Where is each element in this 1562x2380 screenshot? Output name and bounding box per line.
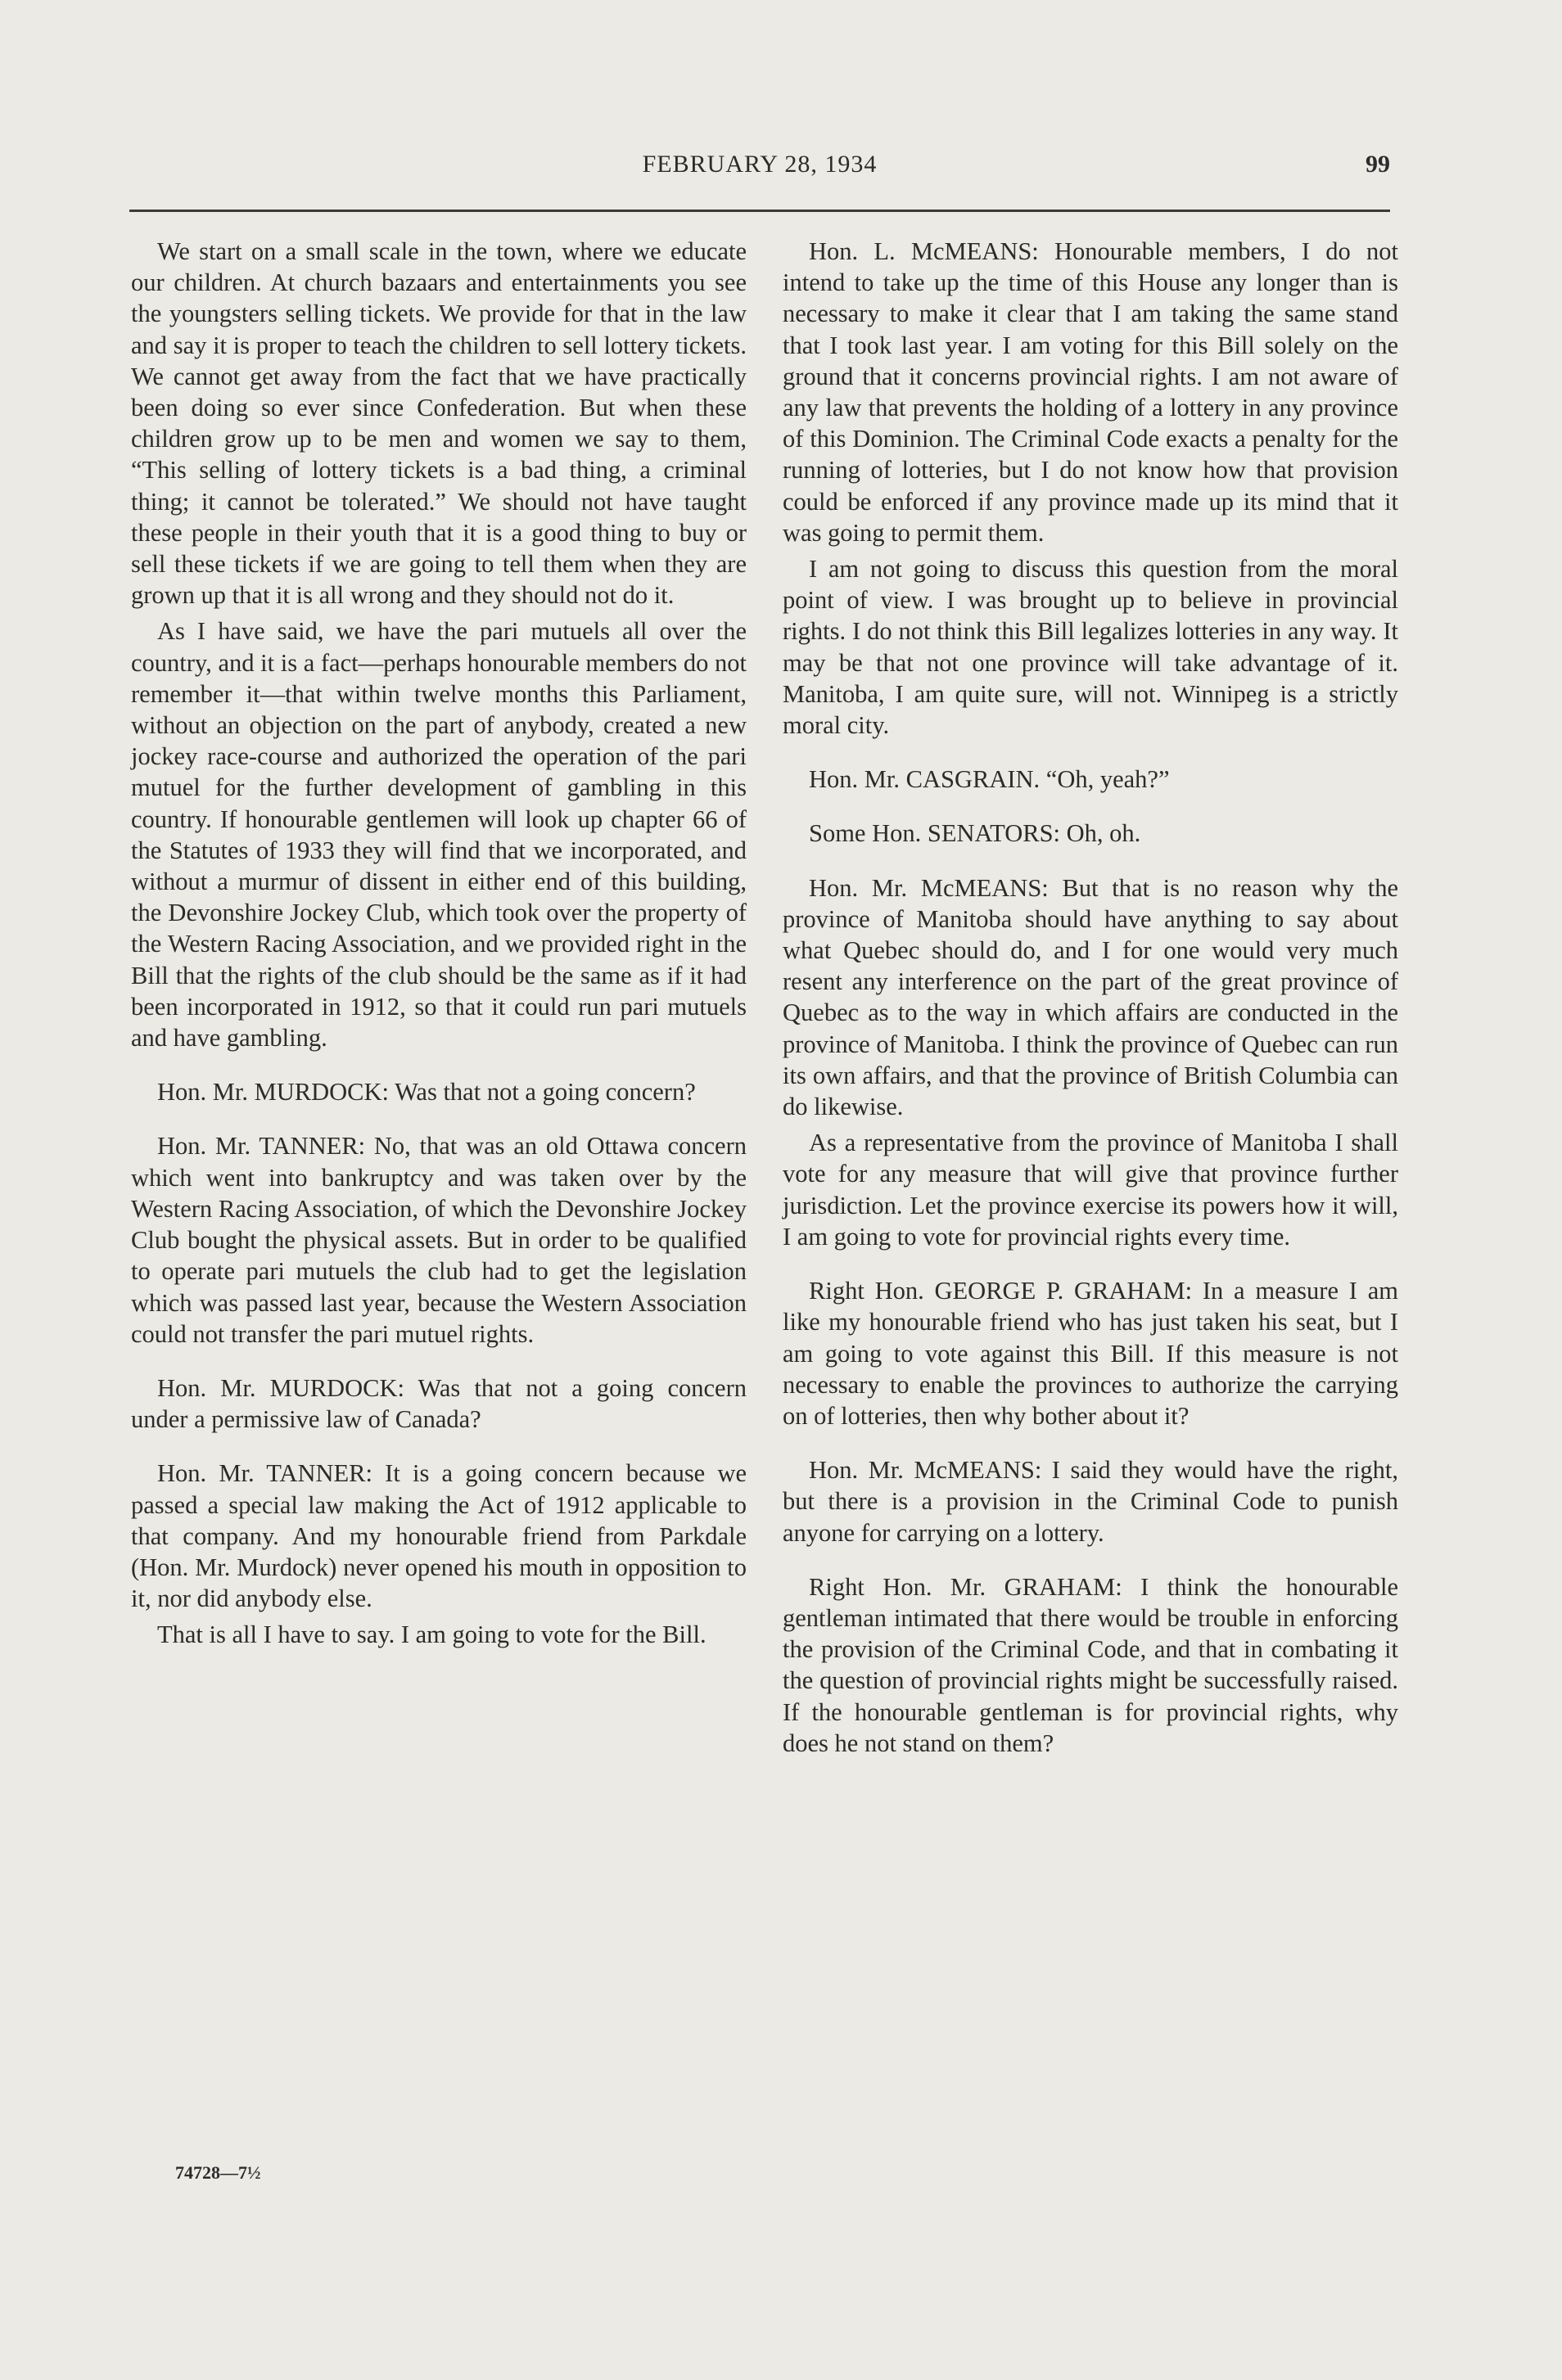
header-rule — [129, 210, 1390, 212]
paragraph: Hon. Mr. McMEANS: But that is no reason why the province of Manitoba should have anything to say about what Quebec should do, and I for one would very much resent any interference on the part of the great province of Quebec as to the way in which affairs are conducted in the province of Manitoba. I think the province of Quebec can run its own affairs, and that the province of British Columbia can do likewise. — [783, 873, 1398, 1121]
paragraph: As I have said, we have the pari mutuels all over the country, and it is a fact—perhaps honourable members do not remember it—that within twelve months this Parliament, without an objection on the part of anybody, created a new jockey race-course and authorized the operation of the pari mutuel for the further development of gambling in this country. If honourable gentlemen will look up chapter 66 of the Statutes of 1933 they will find that we incorporated, and without a murmur of dissent in either end of this building, the Devonshire Jockey Club, which took over the property of the Western Racing Association, and we provided right in the Bill that the rights of the club should be the same as if it had been incorporated in 1912, so that it could run pari mutuels and have gambling. — [131, 617, 747, 1053]
paragraph: Hon. Mr. MURDOCK: Was that not a going concern under a permissive law of Canada? — [131, 1373, 747, 1434]
paragraph: Some Hon. SENATORS: Oh, oh. — [809, 819, 1141, 848]
paragraph: We start on a small scale in the town, where we educate our children. At church bazaars and entertainments you see the youngsters selling tickets. We provide for that in the law and say it is proper to teach the children to sell lottery tickets. We cannot get away from the fact that we have practically been doing so ever since Confederation. But when these children grow up to be men and women we say to them, “This selling of lottery tickets is a bad thing, a criminal thing; it cannot be tolerated.” We should not have taught these people in their youth that it is a good thing to buy or sell these tickets if we are going to tell them when they are grown up that it is all wrong and they should not do it. — [131, 237, 747, 610]
page-header — [129, 151, 1390, 192]
paragraph: Hon. Mr. CASGRAIN. “Oh, yeah?” — [809, 765, 1170, 794]
paragraph: Hon. Mr. TANNER: It is a going concern because we passed a special law making the Act of 1912 applicable to that company. And my honourable friend from Parkdale (Hon. Mr. Murdock) never opened his mouth in opposition to it, nor did anybody else. — [131, 1459, 747, 1613]
paragraph: Right Hon. GEORGE P. GRAHAM: In a measure I am like my honourable friend who has just taken his seat, but I am going to vote against this Bill. If this measure is not necessary to enable the provinces to authorize the carrying on of lotteries, then why bother about it? — [783, 1277, 1398, 1430]
paragraph: Right Hon. Mr. GRAHAM: I think the honourable gentleman intimated that there would be trouble in enforcing the provision of the Criminal Code, and that in combating it the question of provincial rights might be successfully raised. If the honourable gentleman is for provincial rights, why does he not stand on them? — [783, 1572, 1398, 1757]
left-column — [131, 236, 747, 1651]
paragraph: As a representative from the province of Manitoba I shall vote for any measure that will give that province further jurisdiction. Let the province exercise its powers how it will, I am going to vote for provincial rights every time. — [783, 1129, 1398, 1251]
paragraph: Hon. Mr. TANNER: No, that was an old Ottawa concern which went into bankruptcy and was taken over by the Western Racing Association, of which the Devonshire Jockey Club bought the physical assets. But in order to be qualified to operate pari mutuels the club had to get the legislation which was passed last year, because the Western Association could not transfer the pari mutuel rights. — [131, 1132, 747, 1348]
right-column — [783, 236, 1398, 1759]
paragraph: Hon. Mr. McMEANS: I said they would have the right, but there is a provision in the Criminal Code to punish anyone for carrying on a lottery. — [783, 1456, 1398, 1547]
paragraph: Hon. L. McMEANS: Honourable members, I do not intend to take up the time of this House any longer than is necessary to make it clear that I am taking the same stand that I took last year. I am voting for this Bill solely on the ground that it concerns provincial rights. I am not aware of any law that prevents the holding of a lottery in any province of this Dominion. The Criminal Code exacts a penalty for the running of lotteries, but I do not know how that provision could be enforced if any province made up its mind that it was going to permit them. — [783, 237, 1398, 547]
paragraph: I am not going to discuss this question from the moral point of view. I was brought up to believe in provincial rights. I do not think this Bill legalizes lotteries in any way. It may be that not one province will take advantage of it. Manitoba, I am quite sure, will not. Winnipeg is a strictly moral city. — [783, 555, 1398, 740]
page-number: 99 — [1366, 151, 1390, 178]
paragraph: Hon. Mr. MURDOCK: Was that not a going concern? — [157, 1078, 696, 1107]
header-date: FEBRUARY 28, 1934 — [642, 151, 878, 178]
paragraph: That is all I have to say. I am going to vote for the Bill. — [157, 1620, 707, 1649]
print-code-footnote: 74728—7½ — [175, 2162, 261, 2183]
